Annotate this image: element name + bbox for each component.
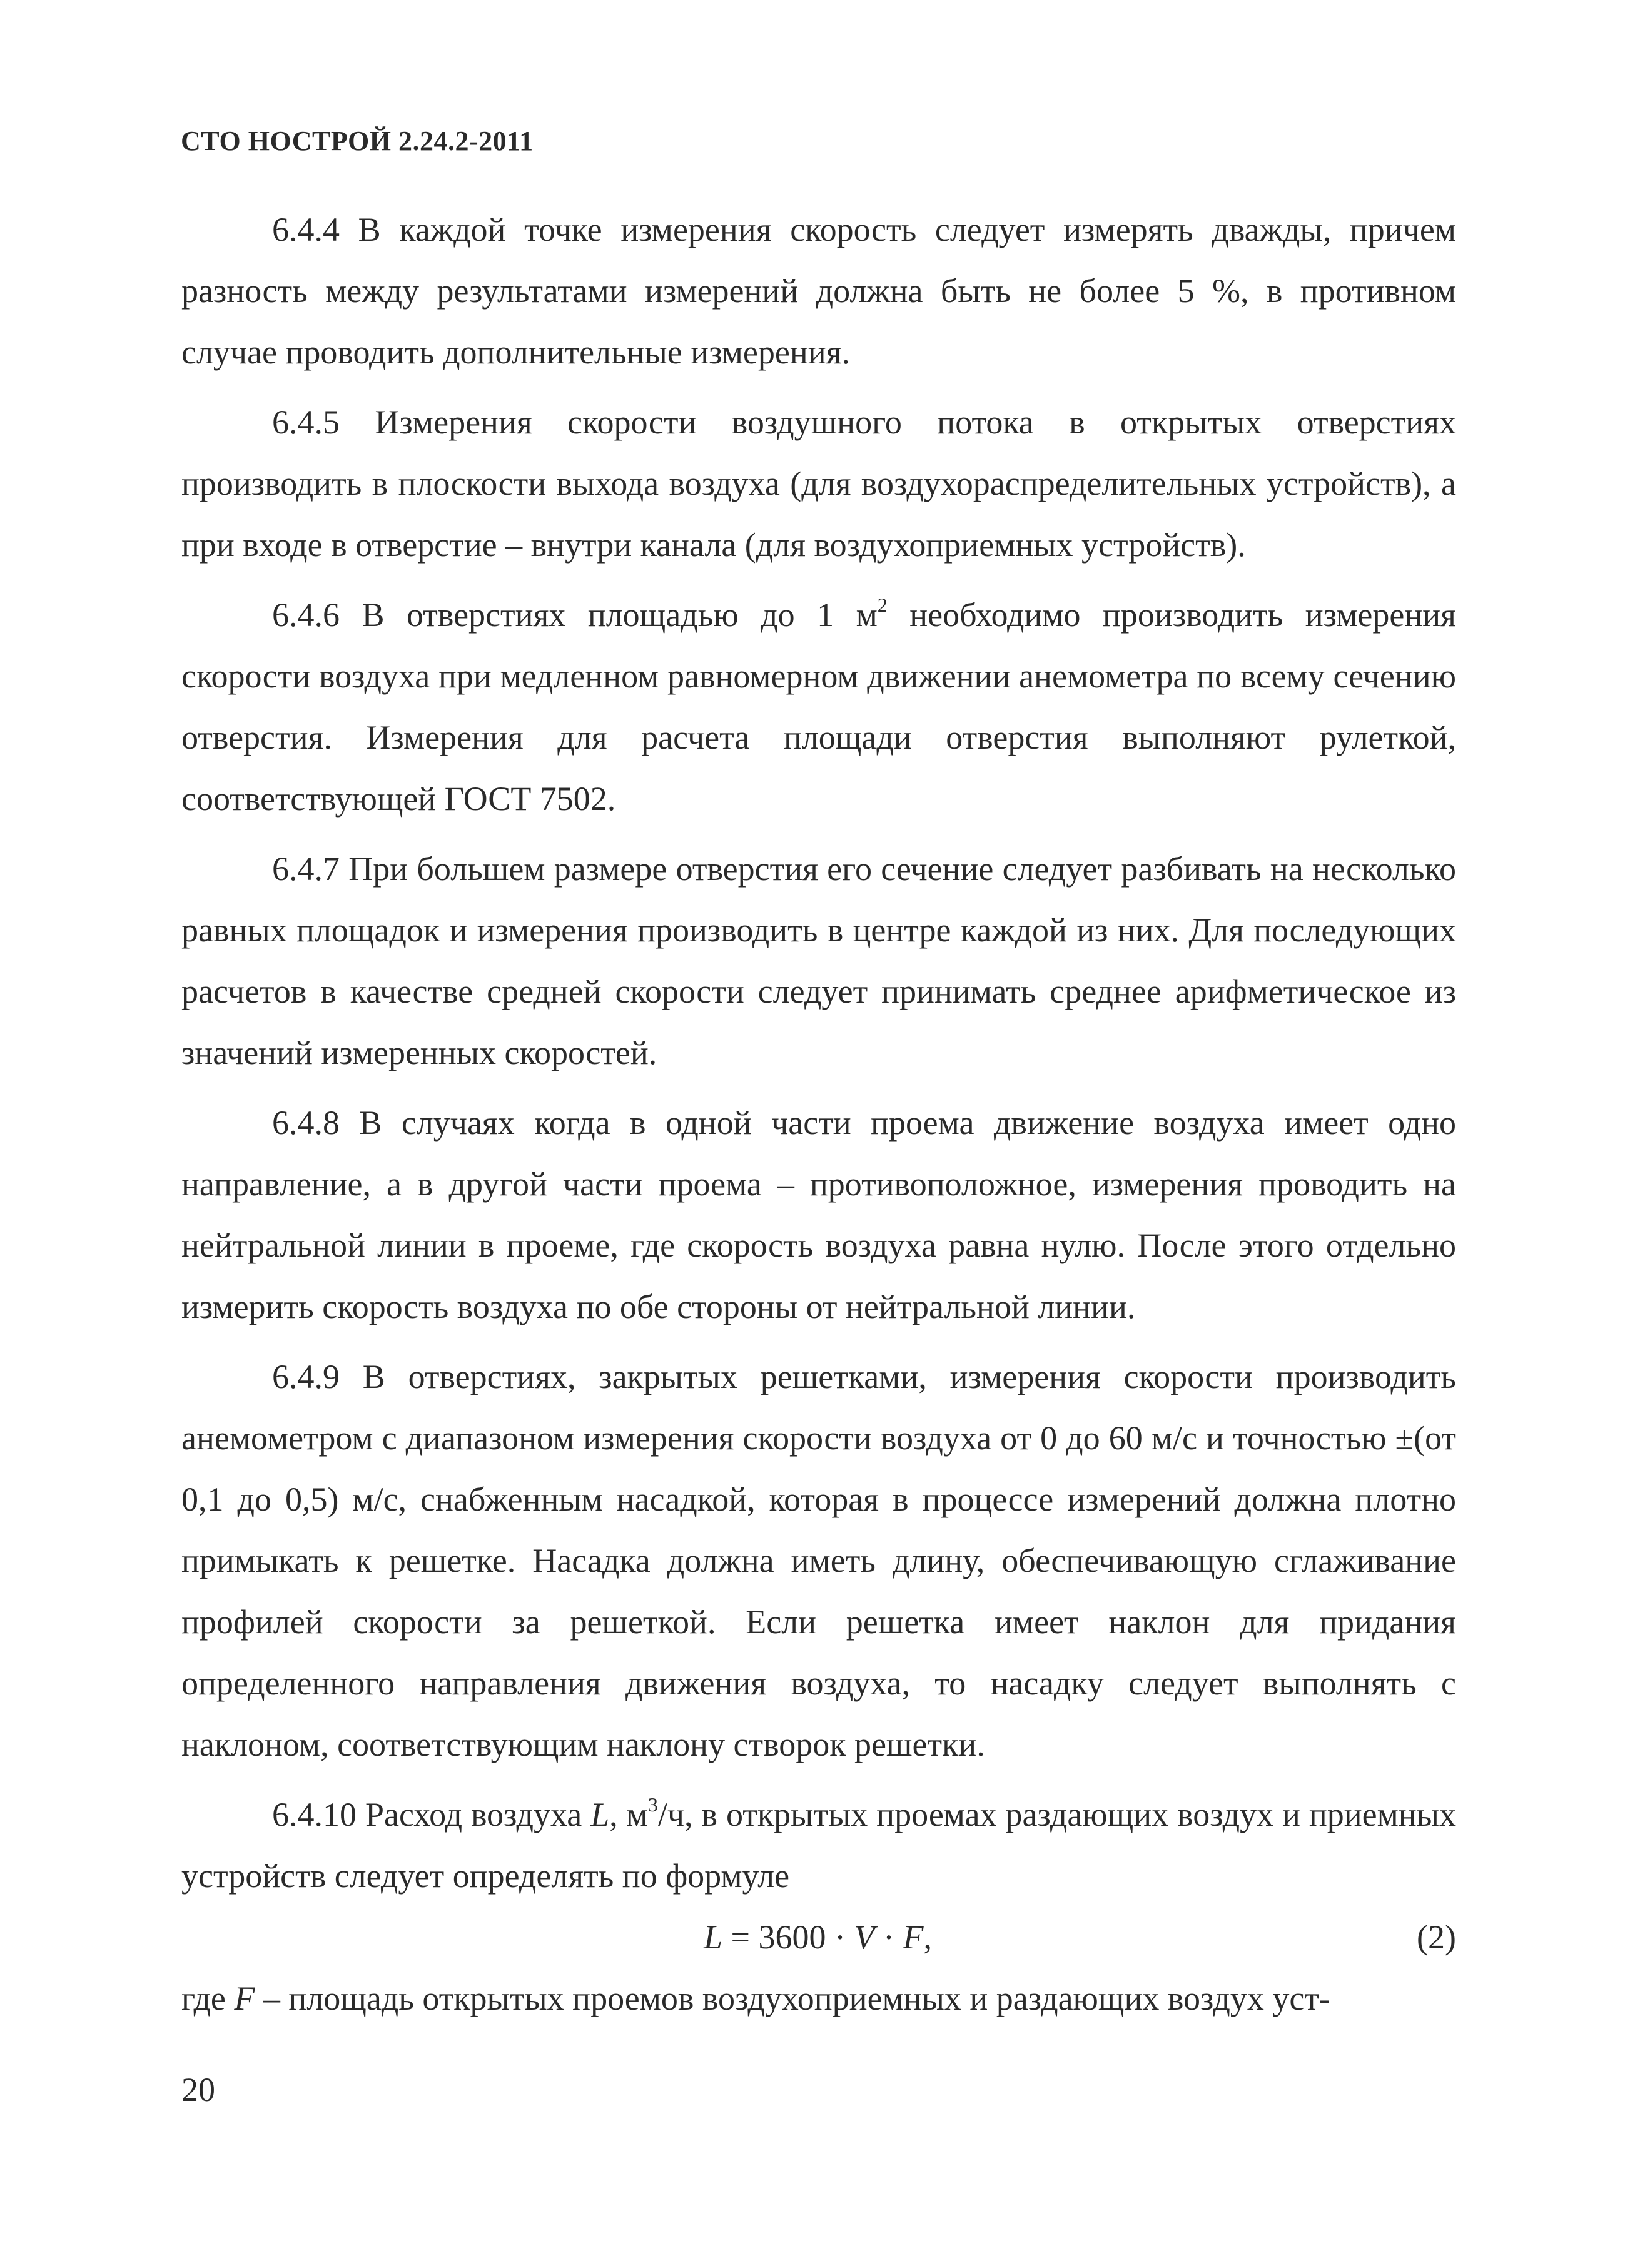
paragraph-6-4-6-start: 6.4.6 В отверстиях площадью до 1 м — [272, 596, 878, 634]
where-rest: – площадь открытых проемов воздухоприемных и раздающих воздух уст- — [255, 1980, 1330, 2017]
formula-dot: · — [874, 1918, 903, 1956]
paragraph-6-4-6 — [181, 584, 1456, 829]
formula-equals: = 3600 · — [722, 1918, 854, 1956]
paragraph-6-4-9: 6.4.9 В отверстиях, закрытых решетками, измерения скорости производить анемометром с диапазоном измерения скорости воздуха от 0 до 60 м/с и точностью ±(от 0,1 до 0,5) м/с, снабженным насадкой, которая в процессе измерений должна плотно примыкать к решетке. Насадка должна иметь длину, обеспечивающую сглаживание профилей скорости за решеткой. Если решетка имеет наклон для придания определенного направления движения воздуха, то насадку следует выполнять с наклоном, соответствующим наклону створок решетки. — [181, 1358, 1456, 1763]
paragraph-6-4-5: 6.4.5 Измерения скорости воздушного потока в открытых отверстиях производить в плоскости выхода воздуха (для воздухораспределительных устройств), а при входе в отверстие – внутри канала (для воздухоприемных устройств). — [181, 403, 1456, 564]
paragraph-6-4-6-rest: необходимо производить измерения скорости воздуха при медленном равномерном движении анемометра по всему сечению отверстия. Измерения для расчета площади отверстия выполняют рулеткой, соответствующей ГОСТ 7502. — [181, 596, 1456, 818]
formula-2 — [181, 1906, 1456, 1968]
paragraph-6-4-4: 6.4.4 В каждой точке измерения скорость следует измерять дважды, причем разность между результатами измерений должна быть не более 5 %, в противном случае проводить дополнительные измерения. — [181, 211, 1456, 371]
unit-m: , м — [609, 1796, 648, 1833]
formula-number: (2) — [1417, 1918, 1456, 1956]
where-start: где — [181, 1980, 235, 2017]
formula-v: V — [854, 1918, 875, 1956]
paragraph-6-4-10 — [181, 1784, 1456, 1906]
paragraph-6-4-8: 6.4.8 В случаях когда в одной части проема движение воздуха имеет одно направление, а в другой части проема – противоположное, измерения проводить на нейтральной линии в проеме, где скорость воздуха равна нулю. После этого отдельно измерить скорость воздуха по обе стороны от нейтральной линии. — [181, 1104, 1456, 1325]
document-body — [181, 199, 1456, 2029]
where-line — [181, 1968, 1456, 2029]
superscript-3: 3 — [647, 1793, 658, 1816]
page-number: 20 — [181, 2071, 215, 2109]
where-variable: F — [234, 1980, 255, 2017]
paragraph-6-4-10-rest: /ч, в открытых проемах раздающих воздух и приемных устройств следует определять по формуле — [181, 1796, 1456, 1895]
formula-f: F — [903, 1918, 924, 1956]
superscript-2: 2 — [877, 594, 888, 616]
formula-comma: , — [923, 1918, 932, 1956]
paragraph-6-4-10-start: 6.4.10 Расход воздуха — [272, 1796, 591, 1833]
formula-lhs: L — [704, 1918, 723, 1956]
paragraph-6-4-7: 6.4.7 При большем размере отверстия его сечение следует разбивать на несколько равных площадок и измерения производить в центре каждой из них. Для последующих расчетов в качестве средней скорости следует принимать среднее арифметическое из значений измеренных скоростей. — [181, 850, 1456, 1071]
variable-L: L — [590, 1796, 610, 1833]
formula-expression — [704, 1906, 932, 1968]
document-header: СТО НОСТРОЙ 2.24.2-2011 — [181, 126, 534, 156]
